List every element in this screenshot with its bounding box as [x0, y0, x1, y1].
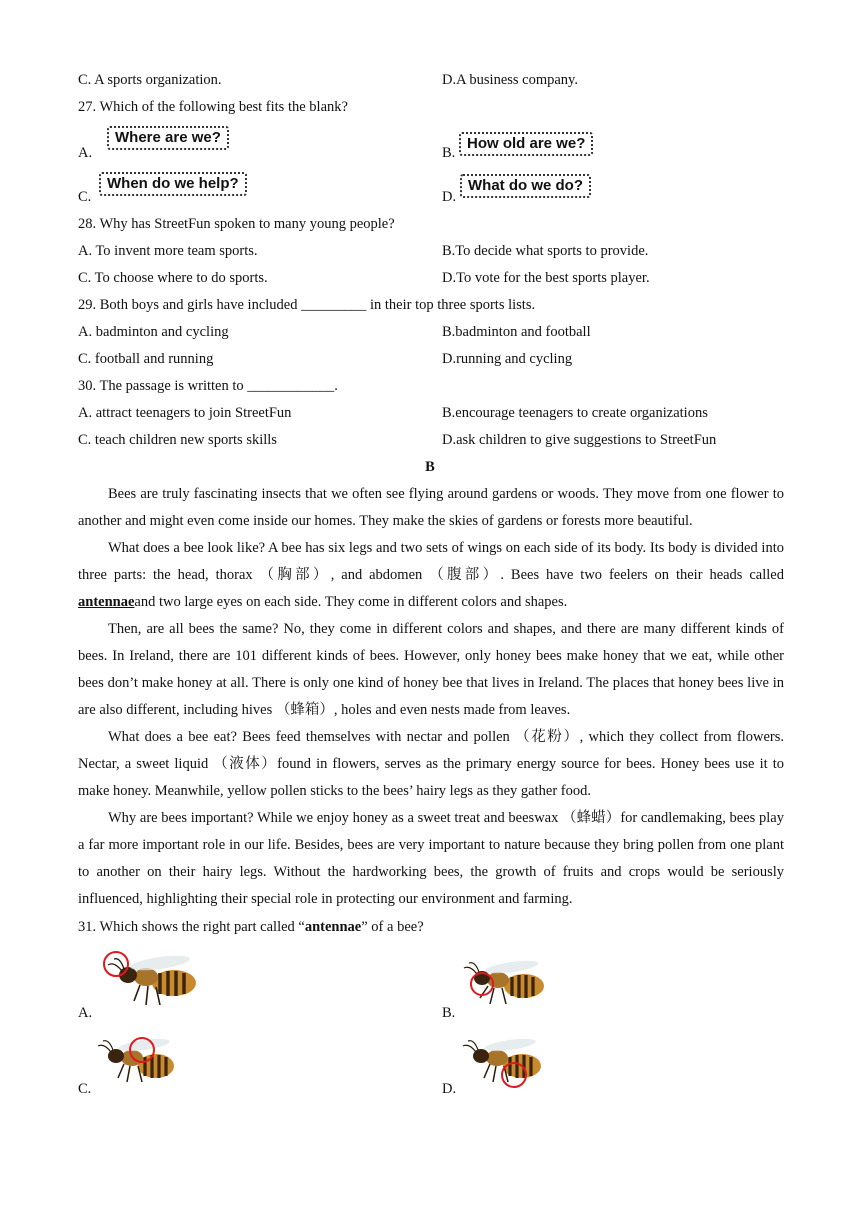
q27-a-image-text: Where are we?	[107, 126, 229, 150]
q30-option-a: A. attract teenagers to join StreetFun	[78, 405, 292, 421]
bee-image-d	[458, 1030, 548, 1097]
passage-paragraph-3: Then, are all bees the same? No, they come in different colors and shapes, and there are many different kinds of bees. In Ireland, there are 101 different kinds of bees. However, only honey bees make honey that we eat, while other bees don’t make honey at all. There is only one kind of honey bee that lives in Ireland. The places that honey bees live in are also different, including hives （蜂箱）, holes and even nests made from leaves.	[78, 621, 784, 718]
q27-d-label: D.	[442, 189, 457, 205]
q26-option-d: D.A business company.	[442, 72, 578, 88]
q27-d-image-text: What do we do?	[460, 174, 591, 198]
q27-b-image-text: How old are we?	[459, 132, 593, 156]
q28-option-b: B.To decide what sports to provide.	[442, 243, 649, 259]
passage	[78, 481, 784, 913]
p2-text-before: What does a bee look like? A bee has six legs and two sets of wings on each side of its body. Its body is divided into three parts: the head, thorax （胸部）, and abdomen （腹部）. Bees have two feelers on their heads called	[78, 540, 784, 583]
q31-question	[78, 918, 424, 936]
q31-b-label: B.	[442, 1005, 456, 1021]
q28-question: 28. Why has StreetFun spoken to many young people?	[78, 216, 395, 232]
bee-image-c	[94, 1030, 182, 1095]
passage-paragraph-2	[78, 535, 784, 616]
q29-option-c: C. football and running	[78, 351, 214, 367]
q27-c-image-text: When do we help?	[99, 172, 247, 196]
q30-option-c: C. teach children new sports skills	[78, 432, 277, 448]
q28-option-a: A. To invent more team sports.	[78, 243, 258, 259]
q27-c-label: C.	[78, 189, 92, 205]
q26-option-c: C. A sports organization.	[78, 72, 222, 88]
q27-b-label: B.	[442, 145, 456, 161]
q29-option-b: B.badminton and football	[442, 324, 591, 340]
q31-text-after: ” of a bee?	[361, 919, 424, 935]
passage-paragraph-4: What does a bee eat? Bees feed themselves with nectar and pollen （花粉）, which they collect from flowers. Nectar, a sweet liquid （液体）found in flowers, serves as the primary energy source for bees. Honey bees use it to make honey. Meanwhile, yellow pollen sticks to the bees’ hairy legs as they gather food.	[78, 729, 784, 799]
q29-question: 29. Both boys and girls have included _________ in their top three sports lists.	[78, 297, 536, 313]
p2-text-after: and two large eyes on each side. They come in different colors and shapes.	[134, 594, 568, 610]
bee-image-a	[100, 945, 205, 1018]
q31-bold-term: antennae	[304, 919, 362, 935]
q31-a-label: A.	[78, 1005, 93, 1021]
passage-paragraph-1: Bees are truly fascinating insects that we often see flying around gardens or woods. They move from one flower to another and might even come inside our homes. They make the skies of gardens or forests more beautiful.	[78, 486, 784, 529]
q30-option-d: D.ask children to give suggestions to StreetFun	[442, 432, 717, 448]
q27-a-label: A.	[78, 145, 93, 161]
q28-option-c: C. To choose where to do sports.	[78, 270, 268, 286]
section-b-heading: B	[425, 459, 435, 475]
q28-option-d: D.To vote for the best sports player.	[442, 270, 650, 286]
antennae-term: antennae	[78, 594, 135, 610]
q31-c-label: C.	[78, 1081, 92, 1097]
passage-paragraph-5: Why are bees important? While we enjoy honey as a sweet treat and beeswax （蜂蜡）for candlemaking, bees play a far more important role in our life. Besides, bees are very important to nature because they bring pollen from one plant to another on their hairy legs. Without the hardworking bees, the growth of fruits and crops would be seriously influenced, highlighting their special role in protecting our environment and farming.	[78, 810, 784, 907]
q31-d-label: D.	[442, 1081, 457, 1097]
q31-text-before: 31. Which shows the right part called “	[78, 919, 305, 935]
q30-option-b: B.encourage teenagers to create organizations	[442, 405, 708, 421]
q29-option-a: A. badminton and cycling	[78, 324, 229, 340]
q29-option-d: D.running and cycling	[442, 351, 573, 367]
q27-question: 27. Which of the following best fits the blank?	[78, 99, 348, 115]
bee-image-b	[458, 950, 553, 1017]
q30-question: 30. The passage is written to ____________.	[78, 378, 338, 394]
